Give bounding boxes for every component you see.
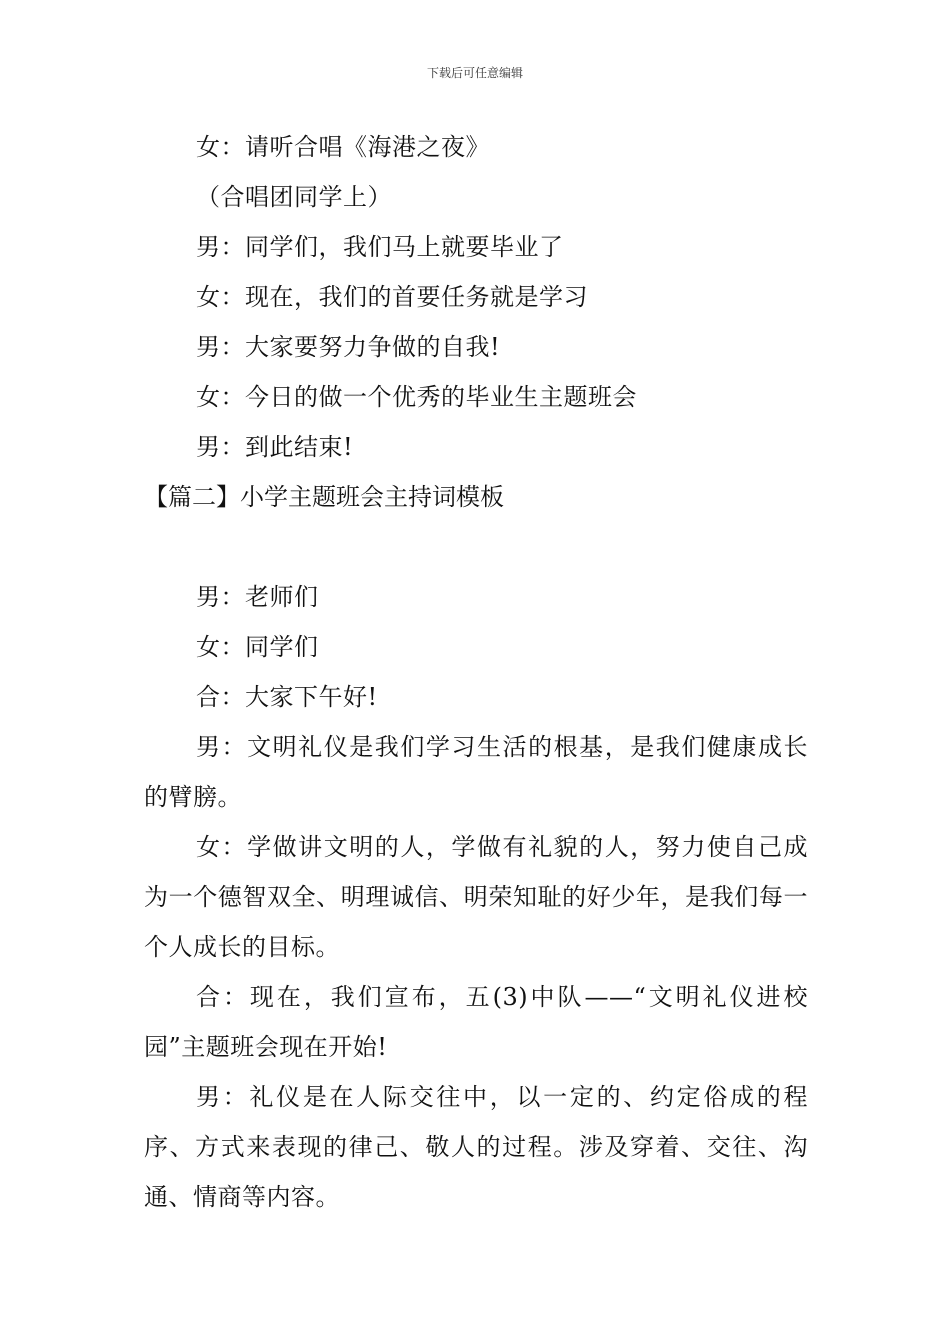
paragraph-line: 女：现在，我们的首要任务就是学习 — [196, 283, 588, 311]
paragraph: 合：现在，我们宣布，五(3)中队——“文明礼仪进校园”主题班会现在开始! — [144, 983, 808, 1061]
paragraph-line: 男：同学们，我们马上就要毕业了 — [196, 233, 564, 261]
document-body — [144, 122, 808, 1222]
section-heading: 【篇二】小学主题班会主持词模板 — [144, 483, 504, 511]
paragraph-line: 女：请听合唱《海港之夜》 — [196, 133, 490, 161]
paragraph-line: 合：大家下午好! — [196, 683, 378, 711]
blank-gap — [144, 522, 808, 572]
paragraph-line: 女：今日的做一个优秀的毕业生主题班会 — [196, 383, 637, 411]
paragraph-line: （合唱团同学上） — [196, 183, 392, 211]
paragraph: 男：文明礼仪是我们学习生活的根基，是我们健康成长的臂膀。 — [144, 733, 808, 811]
page-header-note: 下载后可任意编辑 — [426, 66, 523, 80]
paragraph-line: 女：同学们 — [196, 633, 319, 661]
paragraph-line: 男：大家要努力争做的自我! — [196, 333, 501, 361]
paragraph: 男：礼仪是在人际交往中，以一定的、约定俗成的程序、方式来表现的律己、敬人的过程。涉及穿着、交往、沟通、情商等内容。 — [144, 1083, 808, 1211]
paragraph-line: 男：到此结束! — [196, 433, 354, 461]
paragraph: 女：学做讲文明的人，学做有礼貌的人，努力使自己成为一个德智双全、明理诚信、明荣知耻的好少年，是我们每一个人成长的目标。 — [144, 833, 808, 961]
paragraph-line: 男：老师们 — [196, 583, 319, 611]
